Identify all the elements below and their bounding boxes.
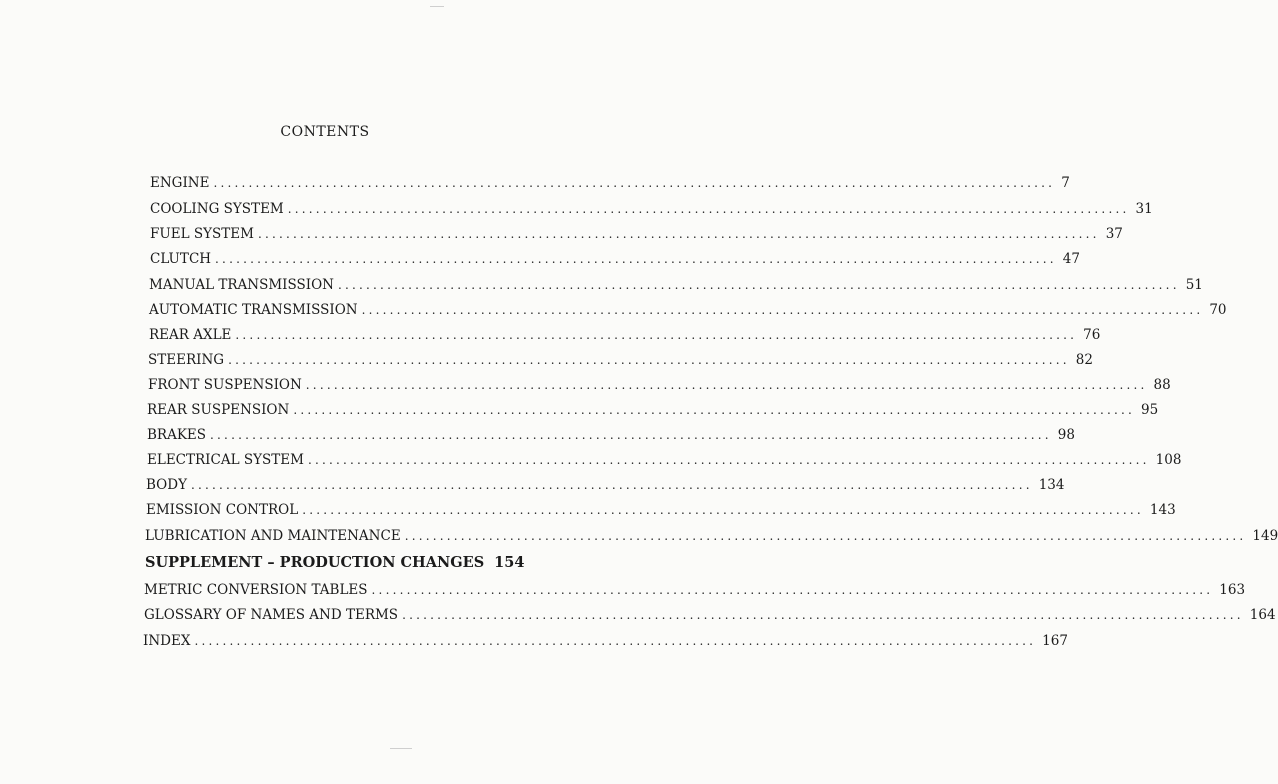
scan-speck	[430, 6, 444, 7]
toc-entry-page: 51	[1185, 277, 1203, 293]
toc-entry-label: STEERING	[148, 352, 225, 368]
toc-entry-electrical-system[interactable]	[147, 452, 1182, 472]
toc-entry-label: LUBRICATION AND MAINTENANCE	[145, 528, 401, 544]
toc-entry-label: INDEX	[143, 633, 191, 649]
toc-entry-page: 47	[1062, 251, 1080, 267]
toc-dot-leader: ........................................................................................................................	[371, 583, 1214, 597]
toc-dot-leader: ........................................................................................................................	[287, 202, 1130, 216]
toc-entry-label: BRAKES	[147, 427, 207, 443]
toc-entry-metric-conversion-tables[interactable]	[144, 582, 1246, 602]
toc-dot-leader: ........................................................................................................................	[402, 608, 1244, 622]
toc-entry-label: CLUTCH	[150, 251, 212, 267]
toc-entry-page: 88	[1153, 377, 1171, 393]
toc-entry-page: 7	[1061, 175, 1070, 191]
toc-entry-page: 82	[1075, 352, 1093, 368]
toc-entry-label: AUTOMATIC TRANSMISSION	[149, 302, 358, 318]
toc-entry-lubrication-and-maintenance[interactable]	[145, 528, 1278, 548]
toc-dot-leader: ........................................................................................................................	[305, 378, 1148, 392]
toc-entry-label: BODY	[146, 477, 187, 493]
toc-entry-fuel-system[interactable]	[150, 226, 1123, 246]
toc-entry-rear-axle[interactable]	[149, 327, 1101, 347]
toc-entry-page: 76	[1083, 327, 1101, 343]
toc-entry-automatic-transmission[interactable]	[149, 302, 1227, 322]
toc-entry-page: 167	[1042, 633, 1068, 649]
toc-entry-label: ELECTRICAL SYSTEM	[147, 452, 304, 468]
toc-entry-clutch[interactable]	[150, 251, 1080, 271]
toc-entry-glossary-of-names-and-terms[interactable]	[144, 607, 1276, 627]
toc-dot-leader: ........................................................................................................................	[404, 529, 1247, 543]
toc-entry-label: MANUAL TRANSMISSION	[149, 277, 334, 293]
toc-entry-page: 134	[1038, 477, 1065, 493]
toc-dot-leader: ........................................................................................................................	[235, 328, 1078, 342]
toc-dot-leader: ........................................................................................................................	[293, 403, 1136, 417]
toc-entry-page: 31	[1135, 201, 1153, 217]
toc-entry-page: 98	[1057, 427, 1075, 443]
toc-dot-leader: ........................................................................................................................	[215, 252, 1057, 266]
toc-entry-page: 154	[494, 554, 525, 571]
toc-entry-rear-suspension[interactable]	[147, 402, 1159, 422]
toc-entry-label: ENGINE	[150, 175, 210, 191]
toc-entry-brakes[interactable]	[147, 427, 1075, 447]
toc-entry-label: GLOSSARY OF NAMES AND TERMS	[144, 607, 399, 623]
toc-dot-leader: ........................................................................................................................	[194, 634, 1037, 648]
toc-entry-index[interactable]	[143, 633, 1068, 653]
toc-dot-leader: ........................................................................................................................	[213, 176, 1056, 190]
toc-dot-leader: ........................................................................................................................	[302, 503, 1144, 517]
toc-dot-leader: ........................................................................................................................	[228, 353, 1070, 367]
toc-entry-label: FRONT SUSPENSION	[148, 377, 302, 393]
toc-entry-page: 149	[1252, 528, 1278, 544]
scan-speck	[390, 748, 412, 749]
toc-entry-label: REAR AXLE	[149, 327, 232, 343]
toc-entry-label: FUEL SYSTEM	[150, 226, 254, 242]
toc-entry-label: REAR SUSPENSION	[147, 402, 290, 418]
toc-dot-leader: ........................................................................................................................	[257, 227, 1100, 241]
toc-entry-label: EMISSION CONTROL	[146, 502, 299, 518]
page-title: CONTENTS	[280, 124, 370, 140]
toc-entry-page: 164	[1249, 607, 1276, 623]
toc-entry-label: METRIC CONVERSION TABLES	[144, 582, 368, 598]
toc-dot-leader: ........................................................................................................................	[190, 478, 1033, 492]
toc-entry-body[interactable]	[146, 477, 1065, 497]
toc-entry-cooling-system[interactable]	[150, 201, 1153, 221]
toc-dot-leader: ........................................................................................................................	[307, 453, 1150, 467]
toc-entry-page: 70	[1209, 302, 1227, 318]
toc-entry-engine[interactable]	[150, 175, 1070, 195]
toc-dot-leader: ........................................................................................................................	[210, 428, 1052, 442]
toc-entry-page: 143	[1149, 502, 1176, 518]
toc-entry-label: SUPPLEMENT – PRODUCTION CHANGES	[145, 554, 485, 571]
toc-entry-manual-transmission[interactable]	[149, 277, 1203, 297]
toc-dot-leader: ........................................................................................................................	[361, 303, 1204, 317]
toc-entry-page: 163	[1219, 582, 1246, 598]
toc-entry-supplement-production-changes[interactable]	[145, 554, 525, 574]
toc-entry-steering[interactable]	[148, 352, 1093, 372]
toc-entry-front-suspension[interactable]	[148, 377, 1171, 397]
toc-entry-page: 95	[1141, 402, 1159, 418]
toc-entry-label: COOLING SYSTEM	[150, 201, 284, 217]
toc-entry-emission-control[interactable]	[146, 502, 1176, 522]
toc-dot-leader: ........................................................................................................................	[337, 278, 1180, 292]
toc-entry-page: 37	[1105, 226, 1123, 242]
toc-entry-page: 108	[1155, 452, 1182, 468]
